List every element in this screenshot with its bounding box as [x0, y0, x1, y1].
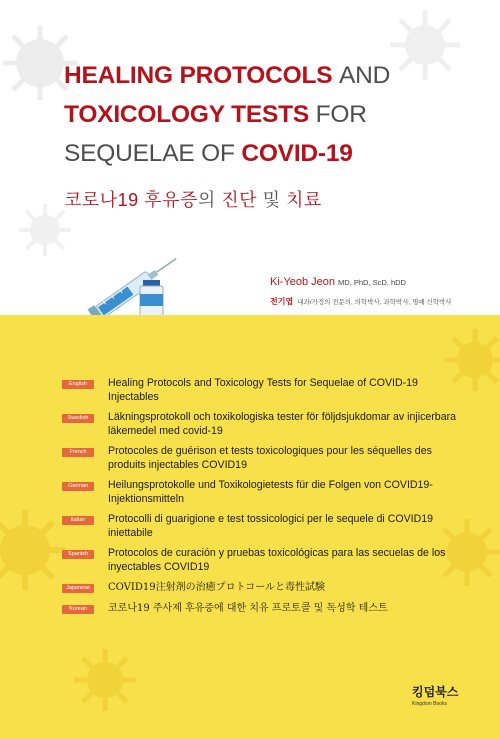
list-item: [62, 581, 462, 595]
publisher-name: 킹덤북스: [412, 685, 459, 699]
author-name-korean: 전기엽 내과/가정의 전문의, 의학박사, 과학박사, 명예 신학박사: [270, 297, 452, 306]
list-item: [62, 377, 462, 404]
translated-title: Protocoles de guérison et tests toxicologiques pour les séquelles des produits injectables COVID19: [108, 445, 432, 471]
translated-title: Protocolli di guarigione e test tossicologici per le sequele di COVID19 iniettabile: [108, 513, 434, 539]
list-item: [62, 547, 462, 574]
language-tag: Japanese: [62, 584, 94, 593]
language-tag: English: [62, 380, 94, 389]
list-item: [62, 513, 462, 540]
korean-subtitle: 코로나19 후유증의 진단 및 치료: [64, 190, 322, 210]
syringe-icon: [80, 230, 190, 315]
virus-icon: [0, 505, 70, 595]
language-tag: Korean: [62, 605, 94, 614]
language-tag: Italian: [62, 516, 94, 525]
translated-title: Protocolos de curación y pruebas toxicológicas para las secuelas de los inyectables COVID19: [108, 547, 446, 573]
language-tag: French: [62, 448, 94, 457]
list-item: [62, 602, 462, 616]
publisher-logo: [412, 683, 458, 707]
author-name: Ki-Yeob Jeon MD, PhD, ScD, hDD: [270, 276, 406, 288]
translated-title: 코로나19 주사제 후유증에 대한 치유 프로토콜 및 독성학 테스트: [108, 602, 388, 614]
language-list: [62, 377, 462, 622]
translated-title: COVID19注射剤の治癒プロトコールと毒性試験: [108, 582, 325, 593]
list-item: [62, 445, 462, 472]
publisher-name-english: Kingdom Books: [412, 701, 448, 707]
language-tag: Spanish: [62, 550, 94, 559]
language-tag: Swedish: [62, 414, 94, 423]
language-tag: German: [62, 482, 94, 491]
list-item: [62, 411, 462, 438]
list-item: [62, 479, 462, 506]
translated-title: Läkningsprotokoll och toxikologiska tester för följdsjukdomar av injicerbara läkemedel med covid-19: [108, 411, 457, 437]
cover-top-area: [0, 0, 500, 315]
virus-icon: [70, 645, 140, 715]
book-title: HEALING PROTOCOLS AND TOXICOLOGY TESTS FOR SEQUELAE OF COVID-19: [64, 62, 391, 167]
translated-title: Heilungsprotokolle und Toxikologietests für die Folgen von COVID19-Injektionsmitteln: [108, 479, 433, 505]
translated-title: Healing Protocols and Toxicology Tests for Sequelae of COVID-19 Injectables: [108, 377, 418, 403]
